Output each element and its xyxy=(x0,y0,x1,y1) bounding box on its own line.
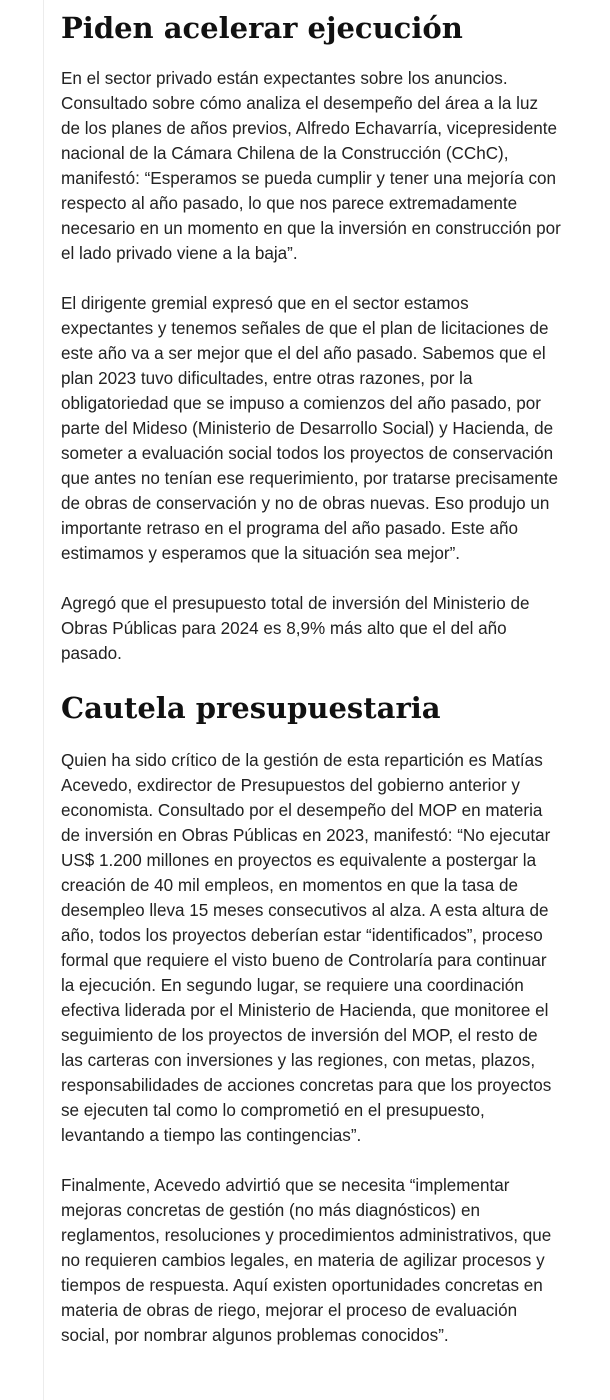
section-heading-piden-acelerar: Piden acelerar ejecución xyxy=(61,11,463,45)
paragraph: Quien ha sido crítico de la gestión de esta repartición es Matías Acevedo, exdirector de Presupuestos del gobierno anterior y economista. Consultado por el desempeño del MOP en materia de inversión en Obras Públicas en 2023, manifestó: “No ejecutar US$ 1.200 millones en proyectos es equivalente a postergar la creación de 40 mil empleos, en momentos en que la tasa de desempleo lleva 15 meses consecutivos al alza. A esta altura de año, todos los proyectos deberían estar “identificados”, proceso formal que requiere el visto bueno de Controlaría para continuar la ejecución. En segundo lugar, se requiere una coordinación efectiva liderada por el Ministerio de Hacienda, que monitoree el seguimiento de los proyectos de inversión del MOP, el resto de las carteras con inversiones y las regiones, con metas, plazos, responsabilidades de acciones concretas para que los proyectos se ejecuten tal como lo comprometió en el presupuesto, levantando a tiempo las contingencias”. xyxy=(61,751,552,1145)
paragraph: En el sector privado están expectantes sobre los anuncios. Consultado sobre cómo analiza el desempeño del área a la luz de los planes de años previos, Alfredo Echavarría, vicepresidente nacional de la Cámara Chilena de la Construcción (CChC), manifestó: “Esperamos se pueda cumplir y tener una mejoría con respecto al año pasado, lo que nos parece extremadamente necesario en un momento en que la inversión en construcción por el lado privado viene a la baja”. xyxy=(61,69,561,263)
section-heading-cautela-presupuestaria: Cautela presupuestaria xyxy=(61,691,441,725)
paragraph: Agregó que el presupuesto total de inversión del Ministerio de Obras Públicas para 2024 es 8,9% más alto que el del año pasado. xyxy=(61,594,530,663)
article-body xyxy=(43,0,568,1400)
paragraph: Finalmente, Acevedo advirtió que se necesita “implementar mejoras concretas de gestión (no más diagnósticos) en reglamentos, resoluciones y procedimientos administrativos, que no requieren cambios legales, en materia de agilizar procesos y tiempos de respuesta. Aquí existen oportunidades concretas en materia de obras de riego, mejorar el proceso de evaluación social, por nombrar algunos problemas conocidos”. xyxy=(61,1176,552,1345)
paragraph: El dirigente gremial expresó que en el sector estamos expectantes y tenemos señales de que el plan de licitaciones de este año va a ser mejor que el del año pasado. Sabemos que el plan 2023 tuvo dificultades, entre otras razones, por la obligatoriedad que se impuso a comienzos del año pasado, por parte del Mideso (Ministerio de Desarrollo Social) y Hacienda, de someter a evaluación social todos los proyectos de conservación que antes no tenían ese requerimiento, por tratarse precisamente de obras de conservación y no de obras nuevas. Eso produjo un importante retraso en el programa del año pasado. Este año estimamos y esperamos que la situación sea mejor”. xyxy=(61,294,558,563)
